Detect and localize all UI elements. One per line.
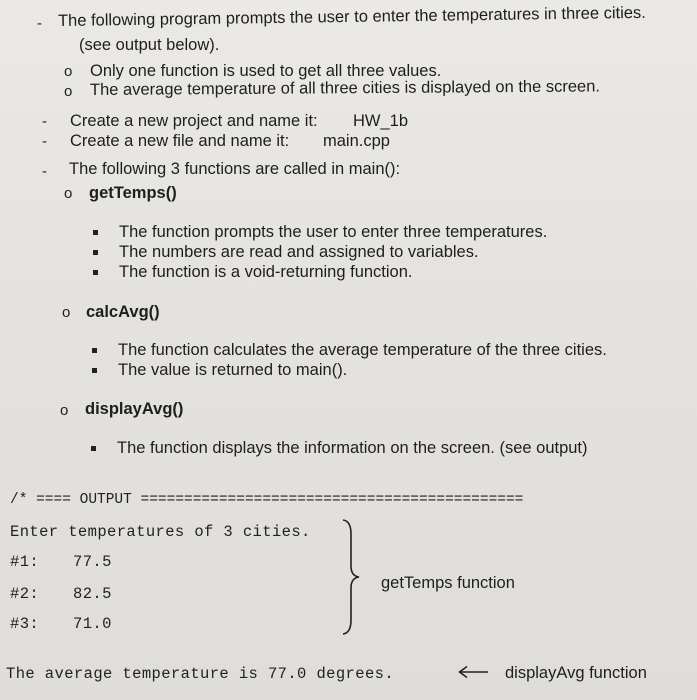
dash-marker: - [42,133,47,150]
circle-bullet-icon: o [62,304,71,321]
output-header: /* ==== OUTPUT ============================================ [10,492,524,508]
functions-intro: The following 3 functions are called in main(): [69,160,401,178]
square-bullet-icon [93,250,98,255]
project-line-2-label: Create a new file and name it: [70,132,290,150]
reading-value-3: 71.0 [73,615,112,633]
circle-bullet-icon: o [64,83,73,100]
arrow-label: displayAvg function [505,664,647,682]
intro-bullet-1: Only one function is used to get all three values. [90,62,442,80]
output-prompt: Enter temperatures of 3 cities. [10,523,311,541]
left-arrow-icon [457,665,489,679]
project-name: HW_1b [353,112,409,130]
calcavg-detail-2: The value is returned to main(). [118,361,348,379]
reading-label-3: #3: [10,615,40,633]
average-output-line: The average temperature is 77.0 degrees. [6,665,395,683]
gettemps-detail-3: The function is a void-returning function. [119,263,413,281]
reading-label-2: #2: [10,585,40,603]
circle-bullet-icon: o [64,185,73,202]
square-bullet-icon [92,348,97,353]
curly-brace-icon [340,518,364,636]
dash-marker: - [42,113,47,130]
reading-value-1: 77.5 [73,553,112,571]
function-name-displayavg: displayAvg() [85,400,184,418]
intro-line-2: (see output below). [79,36,220,54]
square-bullet-icon [91,446,96,451]
square-bullet-icon [93,230,98,235]
gettemps-detail-2: The numbers are read and assigned to variables. [119,243,479,261]
circle-bullet-icon: o [64,63,73,80]
reading-value-2: 82.5 [73,585,112,603]
intro-bullet-2: The average temperature of all three cities is displayed on the screen. [89,77,601,99]
project-line-1-label: Create a new project and name it: [70,112,318,130]
gettemps-detail-1: The function prompts the user to enter three temperatures. [119,223,548,241]
square-bullet-icon [93,270,98,275]
displayavg-detail-1: The function displays the information on the screen. (see output) [117,439,588,457]
function-name-gettemps: getTemps() [89,184,177,202]
brace-label: getTemps function [381,574,515,592]
dash-marker: - [37,15,42,32]
reading-label-1: #1: [10,553,40,571]
square-bullet-icon [92,368,97,373]
dash-marker: - [42,163,47,180]
circle-bullet-icon: o [60,402,69,419]
intro-line-1: The following program prompts the user to enter the temperatures in three cities. [57,3,646,30]
calcavg-detail-1: The function calculates the average temperature of the three cities. [118,341,607,359]
file-name: main.cpp [323,132,390,150]
function-name-calcavg: calcAvg() [86,303,160,321]
